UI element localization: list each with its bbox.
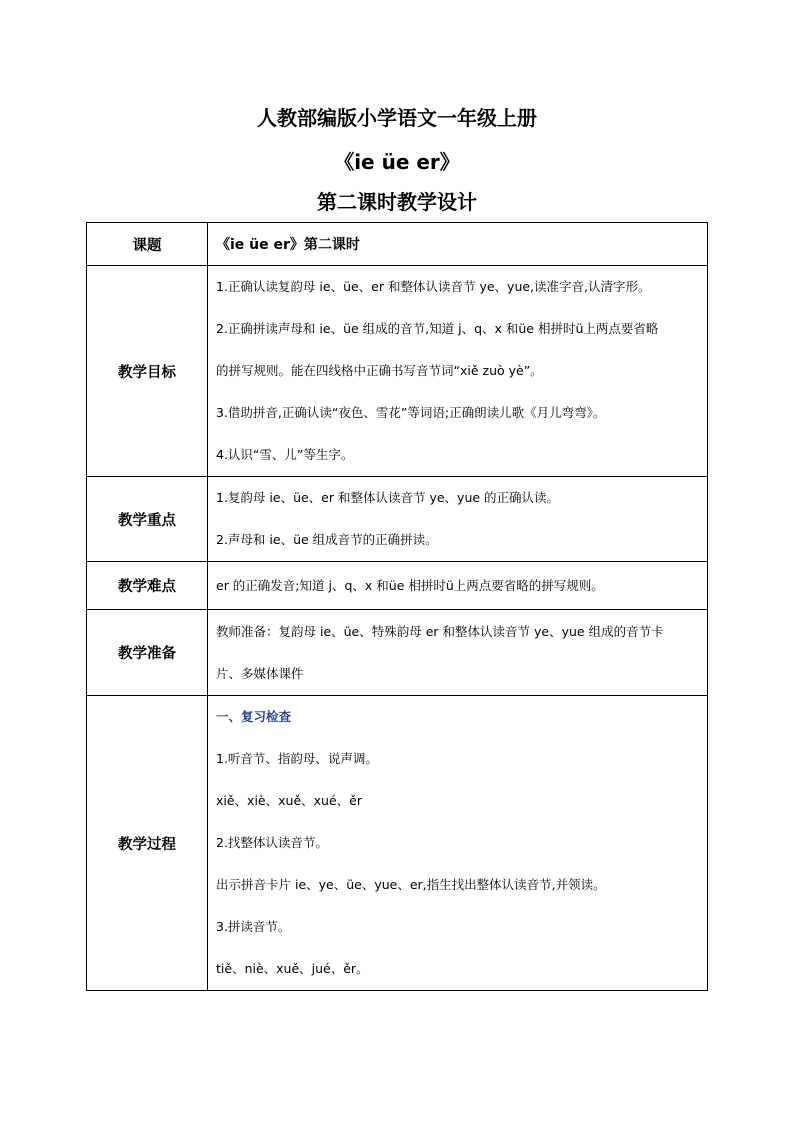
process-line: 3.拼读音节。 [216, 919, 291, 934]
table-row-objectives [87, 266, 708, 477]
key-point-line: 2.声母和 ie、üe 组成音节的正确拼读。 [216, 532, 438, 547]
row-label-preparation: 教学准备 [87, 610, 208, 696]
table-row-process [87, 696, 708, 991]
topic-text: 《ie üe er》第二课时 [216, 237, 360, 253]
difficulty-line: er 的正确发音;知道 j、q、x 和üe 相拼时ü上两点要省略的拼写规则。 [216, 577, 604, 593]
row-content-process [208, 696, 708, 991]
process-line: 出示拼音卡片 ie、ye、üe、yue、er,指生找出整体认读音节,并领读。 [216, 877, 606, 892]
row-label-topic: 课题 [87, 223, 208, 266]
process-line: xiě、xiè、xuě、xué、ěr [216, 793, 362, 808]
section-heading: 一、复习检查 [216, 709, 292, 724]
objective-line: 1.正确认读复韵母 ie、üe、er 和整体认读音节 ye、yue,读准字音,认清字形。 [216, 279, 651, 294]
row-content-key-points [208, 477, 708, 562]
row-content-objectives [208, 266, 708, 477]
table-row-difficulties [87, 562, 708, 610]
row-content-difficulties [208, 562, 708, 610]
preparation-line: 片、多媒体课件 [216, 665, 304, 681]
process-line: 2.找整体认读音节。 [216, 835, 328, 850]
row-label-difficulties: 教学难点 [87, 562, 208, 610]
document-subtitle: 第二课时教学设计 [317, 190, 477, 214]
row-content-preparation [208, 610, 708, 696]
process-line: 1.听音节、指韵母、说声调。 [216, 751, 378, 766]
row-label-key-points: 教学重点 [87, 477, 208, 562]
table-row-key-points [87, 477, 708, 562]
process-line: tiě、niè、xuě、jué、ěr。 [216, 961, 369, 976]
objective-line: 的拼写规则。能在四线格中正确书写音节词“xiě zuò yè”。 [216, 363, 543, 378]
objective-line: 3.借助拼音,正确认读“夜色、雪花”等词语;正确朗读儿歌《月儿弯弯》。 [216, 405, 606, 420]
lesson-plan-table [86, 222, 708, 991]
row-label-process: 教学过程 [87, 696, 208, 991]
objective-line: 2.正确拼读声母和 ie、üe 组成的音节,知道 j、q、x 和üe 相拼时ü上两点要省略 [216, 321, 659, 336]
preparation-line: 教师准备：复韵母 ie、üe、特殊韵母 er 和整体认读音节 ye、yue 组成的音节卡 [216, 623, 664, 639]
key-point-line: 1.复韵母 ie、üe、er 和整体认读音节 ye、yue 的正确认读。 [216, 490, 560, 505]
document-title: 人教部编版小学语文一年级上册 [257, 106, 537, 130]
row-label-objectives: 教学目标 [87, 266, 208, 477]
table-row-preparation [87, 610, 708, 696]
lesson-title: 《ie üe er》 [334, 150, 460, 174]
objective-line: 4.认识“雪、儿”等生字。 [216, 447, 354, 462]
row-content-topic [208, 223, 708, 266]
table-row-topic [87, 223, 708, 266]
